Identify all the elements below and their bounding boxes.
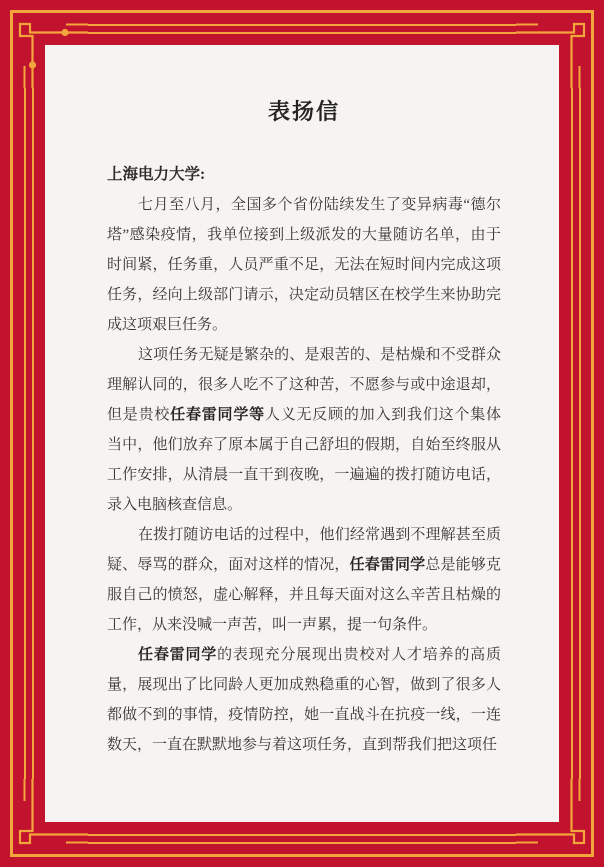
letter-text: 任务，经向上级部门请示，决定动员辖区在校学生来协助完 xyxy=(107,287,501,303)
letter-line xyxy=(107,370,501,400)
letter-text: 但是贵校 xyxy=(107,407,171,423)
letter-body xyxy=(107,190,501,760)
letter-line xyxy=(107,550,501,580)
letter-text: 服自己的愤怒，虚心解释，并且每天面对这么辛苦且枯燥的 xyxy=(107,587,501,603)
letter-text: 人义无反顾的加入到我们这个集体 xyxy=(264,407,501,423)
letter-text: 理解认同的，很多人吃不了这种苦，不愿参与或中途退却， xyxy=(107,377,501,393)
letter-text: 疑、辱骂的群众，面对这样的情况， xyxy=(107,557,350,573)
letter-text: 工作安排，从清晨一直干到夜晚，一遍遍的拨打随访电话， xyxy=(107,467,501,483)
letter-text: 塔”感染疫情，我单位接到上级派发的大量随访名单，由于 xyxy=(107,227,501,243)
letter-line xyxy=(107,340,501,370)
letter-text: 的表现充分展现出贵校对人才培养的高质 xyxy=(217,647,501,663)
letter-line xyxy=(107,460,501,490)
letter-line xyxy=(107,400,501,430)
letter-paper xyxy=(45,45,559,822)
letter-salutation: 上海电力大学: xyxy=(107,166,206,183)
letter-text: 时间紧，任务重，人员严重不足，无法在短时间内完成这项 xyxy=(107,257,501,273)
letter-title: 表扬信 xyxy=(267,99,340,124)
letter-line xyxy=(107,220,501,250)
letter-line xyxy=(107,430,501,460)
letter-line xyxy=(107,700,501,730)
letter-text: 工作，从来没喊一声苦，叫一声累，提一句条件。 xyxy=(107,617,438,633)
letter-line xyxy=(107,640,501,670)
letter-text: 七月至八月，全国多个省份陆续发生了变异病毒“德尔 xyxy=(138,197,501,213)
letter-line xyxy=(107,730,501,760)
letter-line xyxy=(107,250,501,280)
letter-text: 这项任务无疑是繁杂的、是艰苦的、是枯燥和不受群众 xyxy=(138,347,501,363)
letter-text: 当中，他们放弃了原本属于自己舒坦的假期，自始至终服从 xyxy=(107,437,501,453)
letter-line xyxy=(107,280,501,310)
letter-text: 录入电脑核查信息。 xyxy=(107,497,243,513)
letter-text: 在拨打随访电话的过程中，他们经常遇到不理解甚至质 xyxy=(138,527,501,543)
letter-text: 数天，一直在默默地参与着这项任务，直到帮我们把这项任 xyxy=(107,737,498,753)
letter-line xyxy=(107,310,501,340)
letter-text: 总是能够克 xyxy=(425,557,501,573)
letter-text: 都做不到的事情，疫情防控，她一直战斗在抗疫一线，一连 xyxy=(107,707,501,723)
letter-line xyxy=(107,190,501,220)
student-name-emphasis: 任春雷同学 xyxy=(349,557,426,573)
student-name-emphasis: 任春雷同学等 xyxy=(170,407,265,423)
letter-line xyxy=(107,490,501,520)
student-name-emphasis: 任春雷同学 xyxy=(138,647,218,663)
letter-text: 量，展现出了比同龄人更加成熟稳重的心智，做到了很多人 xyxy=(107,677,501,693)
letter-line xyxy=(107,520,501,550)
letter-line xyxy=(107,580,501,610)
letter-line xyxy=(107,670,501,700)
letter-line xyxy=(107,610,501,640)
letter-text: 成这项艰巨任务。 xyxy=(107,317,228,333)
